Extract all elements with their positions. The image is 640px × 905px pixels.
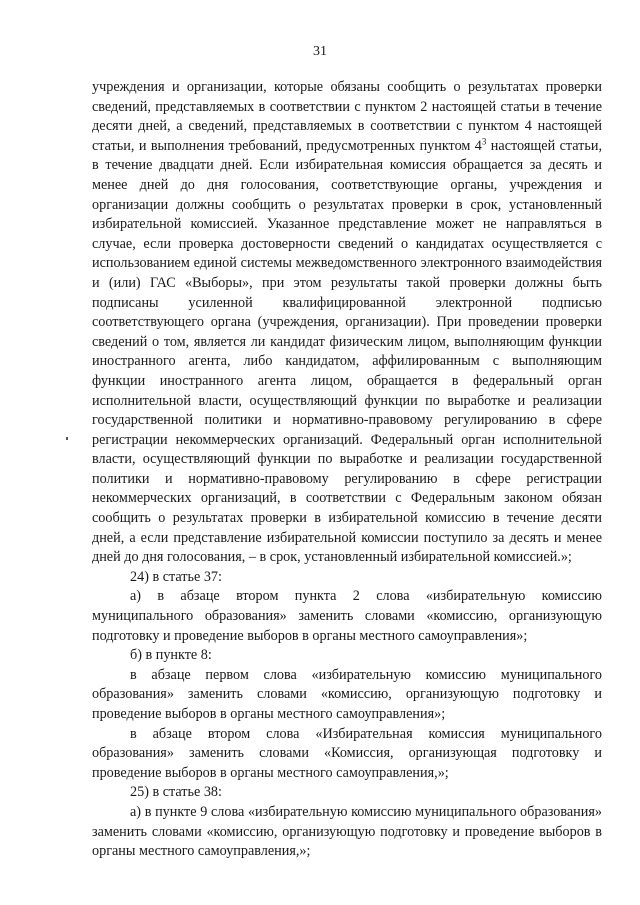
paragraph-item-24: 24) в статье 37: <box>130 568 222 585</box>
paragraph-item-24b-second: в абзаце втором слова «Избирательная комиссия муниципального образования» заменить словами «Комиссия, организующая подготовку и проведение выборов в органы местного самоуправления,»; <box>92 725 602 781</box>
stray-mark <box>66 437 68 440</box>
document-body <box>92 78 602 862</box>
paragraph-continuation <box>92 78 602 568</box>
paragraph-item-25a: а) в пункте 9 слова «избирательную комиссию муниципального образования» заменить словами «комиссию, организующую подготовку и проведение выборов в органы местного самоуправления,»; <box>92 803 602 860</box>
paragraph-item-24b: б) в пункте 8: <box>130 647 212 664</box>
paragraph-item-25: 25) в статье 38: <box>130 784 222 801</box>
page-number: 31 <box>313 44 327 59</box>
paragraph-item-24b-first: в абзаце первом слова «избирательную комиссию муниципального образования» заменить словами «комиссию, организующую подготовку и проведение выборов в органы местного самоуправления»; <box>92 666 602 722</box>
paragraph-text-part-2: настоящей статьи, в течение двадцати дней. Если избирательная комиссия обращается за десять и менее дней до дня голосования, соответствующие органы, учреждения и организации должны сообщить о результатах проверки в срок, установленный избирательной комиссией. Указанное представление может не направляться в случае, если проверка достоверности сведений о кандидатах осуществляется с использованием единой системы межведомственного электронного взаимодействия и (или) ГАС «Выборы», при этом результаты такой проверки должны быть подписаны усиленной квалифицированной электронной подписью соответствующего органа (учреждения, организации). При проведении проверки сведений о том, является ли кандидат физическим лицом, выполняющим функции иностранного агента, либо кандидатом, аффилированным с выполняющим функции иностранного агента лицом, обращается в федеральный орган исполнительной власти, осуществляющий функции по выработке и реализации государственной политики и нормативно-правовому регулированию в сфере регистрации некоммерческих организаций. Федеральный орган исполнительной власти, осуществляющий функции по выработке и реализации государственной политики и нормативно-правовому регулированию в сфере регистрации некоммерческих организаций, в соответствии с Федеральным законом обязан сообщить о результатах проверки в избирательной комиссию в течение десяти дней, а если представление избирательной комиссии поступило за десять и менее дней до дня голосования, – в срок, установленный избирательной комиссией.»; <box>92 137 602 566</box>
paragraph-text-part-1: учреждения и организации, которые обязаны сообщить о результатах проверки сведений, представляемых в соответствии с пунктом 2 настоящей статьи в течение десяти дней, а сведений, представляемых в соответствии с пунктом 4 настоящей статьи, и выполнения требований, предусмотренных пунктом 4 <box>92 79 602 154</box>
superscript: 3 <box>481 136 487 147</box>
paragraph-item-24a: а) в абзаце втором пункта 2 слова «избирательную комиссию муниципального образования» заменить словами «комиссию, организующую подготовку и проведение выборов в органы местного самоуправления»; <box>92 588 602 644</box>
